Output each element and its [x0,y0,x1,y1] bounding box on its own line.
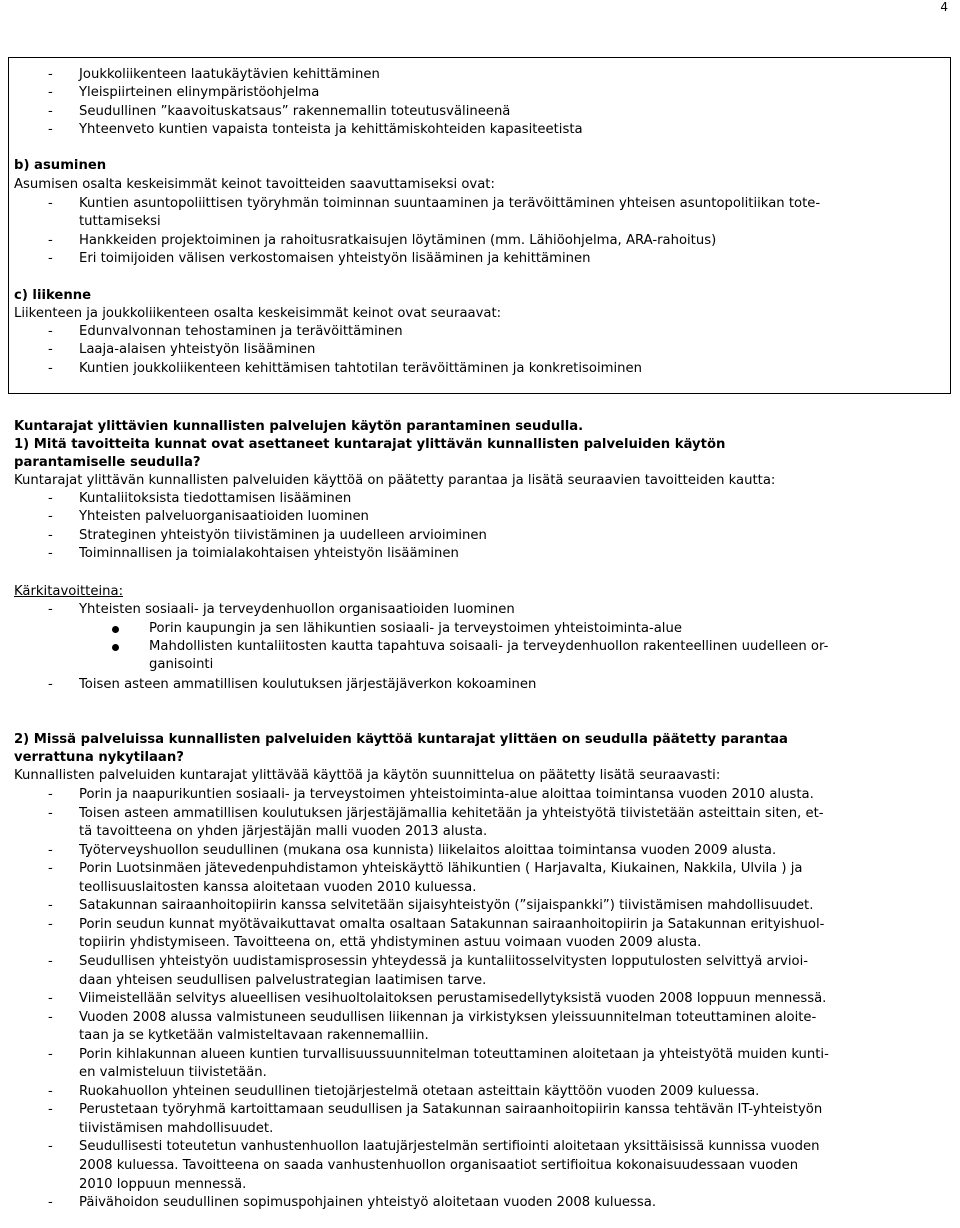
c-heading: c) liikenne [14,288,92,303]
list-dash: - [48,787,53,802]
list-dash: - [48,324,53,339]
list-item: Yhteisten palveluorganisaatioiden luominen [79,509,369,525]
list-item: 2008 kuluessa. Tavoitteena on saada vanhustenhuollon organisaatiot sertifioitua kokonaisuudessaan vuoden [79,1158,799,1173]
list-item: Satakunnan sairaanhoitopiirin kanssa selvitetään sijaisyhteistyön (”sijaispankki”) tiivistämisen mahdollisuudet. [79,898,814,914]
karki-dash: - [48,602,53,617]
karki-dash: - [48,677,53,692]
list-item: tiivistämisen mahdollisuudet. [79,1120,274,1136]
karki-item1: Yhteisten sosiaali- ja terveydenhuollon organisaatioiden luominen [79,602,515,617]
list-item: Laaja-alaisen yhteistyön lisääminen [79,342,316,358]
list-dash: - [48,1009,53,1025]
list-dash: - [48,1139,53,1155]
list-item: en valmisteluun tiivistetään. [79,1065,267,1081]
list-dash: - [48,342,53,358]
b-item1-cont: tuttamiseksi [79,214,161,229]
bullet-icon [112,626,119,633]
list-item: daan yhteisen seudullisen palvelustrategian laatimisen tarve. [79,972,487,988]
list-dash: - [48,1083,53,1099]
b-item-dash: - [48,233,53,248]
q2-intro: Kunnallisten palveluiden kuntarajat ylittävää käyttöä ja käytön suunnittelua on päätetty lisätä seuraavasti: [14,768,721,783]
list-item: Porin Luotsinmäen jätevedenpuhdistamon yhteiskäyttö lähikuntien ( Harjavalta, Kiukainen, Nakkila, Ulvila ) ja [79,861,803,877]
q1-intro: Kuntarajat ylittävän kunnallisten palveluiden käyttöä on päätetty parantaa ja lisätä seuraavien tavoitteiden kautta: [14,473,776,488]
b-item3: Eri toimijoiden välisen verkostomaisen yhteistyön lisääminen ja kehittäminen [79,251,591,266]
list-dash: - [48,360,53,376]
list-dash: - [48,805,53,821]
list-item: teollisuuslaitosten kanssa aloitetaan vuoden 2010 kuluessa. [79,879,477,895]
list-item: Joukkoliikenteen laatukäytävien kehittäminen [79,67,380,82]
q1-heading-cont: parantamiselle seudulla? [14,455,201,470]
list-item: Porin ja naapurikuntien sosiaali- ja terveystoimen yhteistoiminta-alue aloittaa toimintansa vuoden 2010 alusta. [79,787,814,802]
list-dash: - [48,953,53,969]
list-dash: - [48,545,53,561]
list-item: Porin seudun kunnat myötävaikuttavat omalta osaltaan Satakunnan sairaanhoitopiirin ja Satakunnan erityishuol- [79,916,825,932]
b-intro: Asumisen osalta keskeisimmät keinot tavoitteiden saavuttamiseksi ovat: [14,177,495,192]
list-item: Ruokahuollon yhteinen seudullinen tietojärjestelmä otetaan asteittain käyttöön vuoden 2009 kuluessa. [79,1083,760,1099]
list-item: Porin kihlakunnan alueen kuntien turvallisuussuunnitelman toteuttaminen aloitetaan ja yhteistyötä muiden kunti- [79,1046,829,1062]
b-item2: Hankkeiden projektoiminen ja rahoitusratkaisujen löytäminen (mm. Lähiöohjelma, ARA-rahoitus) [79,233,717,248]
q2-heading-cont: verrattuna nykytilaan? [14,750,184,765]
q1-heading: 1) Mitä tavoitteita kunnat ovat asettaneet kuntarajat ylittävän kunnallisten palveluiden käytön [14,437,726,452]
karki-label: Kärkitavoitteina: [14,584,124,599]
karki-sub2: Mahdollisten kuntaliitosten kautta tapahtuva soisaali- ja terveydenhuollon rakenteellinen uudelleen or- [149,639,829,654]
karki-sub1: Porin kaupungin ja sen lähikuntien sosiaali- ja terveystoimen yhteistoiminta-alue [149,621,682,636]
list-dash: - [48,491,53,506]
list-dash: - [48,527,53,543]
list-dash: - [48,509,53,525]
b-item1: Kuntien asuntopoliittisen työryhmän toiminnan suuntaaminen ja terävöittäminen yhteisen asuntopolitiikan tote- [79,196,821,211]
list-item: tä tavoitteena on yhden järjestäjän malli vuoden 2013 alusta. [79,824,488,840]
list-item: Päivähoidon seudullinen sopimuspohjainen yhteistyö aloitetaan vuoden 2008 kuluessa. [79,1195,657,1211]
list-dash: - [48,898,53,914]
b-item-dash: - [48,251,53,266]
list-dash: - [48,67,53,82]
karki-sub2-cont: ganisointi [149,657,214,672]
list-dash: - [48,916,53,932]
list-item: Seudullisen yhteistyön uudistamisprosessin yhteydessä ja kuntaliitosselvitysten lopputulosten selvittyä arvioi- [79,953,809,969]
list-item: Edunvalvonnan tehostaminen ja terävöittäminen [79,324,403,339]
list-item: taan ja se kytketään valmisteltavaan rakennemalliin. [79,1028,429,1044]
b-item-dash: - [48,196,53,211]
karki-item2: Toisen asteen ammatillisen koulutuksen järjestäjäverkon kokoaminen [79,677,537,692]
list-item: Työterveyshuollon seudullinen (mukana osa kunnista) liikelaitos aloittaa toimintansa vuoden 2009 alusta. [79,842,777,858]
list-dash: - [48,85,53,101]
list-item: Seudullisesti toteutetun vanhustenhuollon laatujärjestelmän sertifiointi aloitetaan yksittäisissä kunnissa vuoden [79,1139,820,1155]
b-heading: b) asuminen [14,158,107,173]
list-dash: - [48,1195,53,1211]
list-item: topiirin yhdistymiseen. Tavoitteena on, että yhdistyminen astuu voimaan vuoden 2009 alusta. [79,935,702,951]
list-item: Strateginen yhteistyön tiivistäminen ja uudelleen arvioiminen [79,527,487,543]
list-item: Seudullinen ”kaavoituskatsaus” rakennemallin toteutusvälineenä [79,103,511,119]
list-item: Viimeistellään selvitys alueellisen vesihuoltolaitoksen perustamisedellytyksistä vuoden 2008 loppuun mennessä. [79,991,827,1007]
list-item: Kuntien joukkoliikenteen kehittämisen tahtotilan terävöittäminen ja konkretisoiminen [79,360,642,376]
list-dash: - [48,861,53,877]
section-title: Kuntarajat ylittävien kunnallisten palvelujen käytön parantaminen seudulla. [14,419,584,434]
list-item: Vuoden 2008 alussa valmistuneen seudullisen liikennan ja virkistyksen yleissuunnitelman toteuttaminen aloite- [79,1009,817,1025]
list-item: Perustetaan työryhmä kartoittamaan seudullisen ja Satakunnan sairaanhoitopiirin kanssa tehtävän IT-yhteistyön [79,1102,823,1118]
list-dash: - [48,121,53,137]
list-dash: - [48,991,53,1007]
list-dash: - [48,1102,53,1118]
list-dash: - [48,1046,53,1062]
list-item: Yhteenveto kuntien vapaista tonteista ja kehittämiskohteiden kapasiteetista [79,121,583,137]
list-item: Yleispiirteinen elinympäristöohjelma [79,85,320,101]
bullet-icon [112,644,119,651]
list-item: Kuntaliitoksista tiedottamisen lisääminen [79,491,352,506]
q2-heading: 2) Missä palveluissa kunnallisten palveluiden käyttöä kuntarajat ylittäen on seudulla päätetty parantaa [14,732,788,747]
list-dash: - [48,103,53,119]
list-item: 2010 loppuun mennessä. [79,1176,247,1192]
list-item: Toiminnallisen ja toimialakohtaisen yhteistyön lisääminen [79,545,459,561]
page-number: 4 [940,0,948,14]
list-dash: - [48,842,53,858]
c-intro: Liikenteen ja joukkoliikenteen osalta keskeisimmät keinot ovat seuraavat: [14,306,502,321]
list-item: Toisen asteen ammatillisen koulutuksen järjestäjämallia kehitetään ja yhteistyötä tiivistetään asteittain siten, et- [79,805,824,821]
